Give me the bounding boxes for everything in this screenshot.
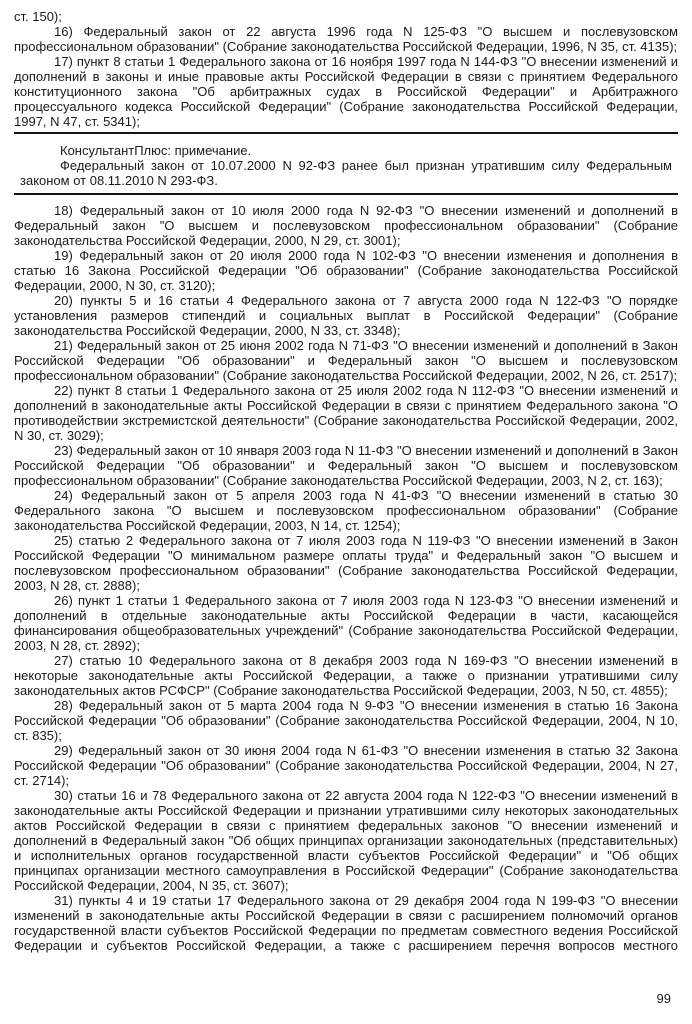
amendment-item: 21) Федеральный закон от 25 июня 2002 года N 71-ФЗ "О внесении изменений и дополнений в Закон Российской Федерации "Об образовании" и Федеральный закон "О высшем и послевузовском профессиональном образовании" (Собрание законодательства Российской Федерации, 2002, N 26, ст. 2517); <box>14 338 678 383</box>
amendment-list-before-note <box>14 24 678 129</box>
amendment-item: 18) Федеральный закон от 10 июля 2000 года N 92-ФЗ "О внесении изменений и дополнений в Федеральный закон "О высшем и послевузовском профессиональном образовании" (Собрание законодательства Российской Федерации, 2000, N 29, ст. 3001); <box>14 203 678 248</box>
truncated-amendment-item: 31) пункты 4 и 19 статьи 17 Федерального закона от 29 декабря 2004 года N 199-ФЗ "О внесении изменений в законодательные акты Российской Федерации в связи с расширением полномочий органов государственной власти субъектов Российской Федерации по предметам совместного ведения Российской Федерации и субъектов Российской Федерации, а также с расширением перечня вопросов местного <box>14 893 678 953</box>
amendment-item: 27) статью 10 Федерального закона от 8 декабря 2003 года N 169-ФЗ "О внесении изменений в некоторые законодательные акты Российской Федерации, а также о признании утратившими силу законодательных актов РСФСР" (Собрание законодательства Российской Федерации, 2003, N 50, ст. 4855); <box>14 653 678 698</box>
amendment-item: 30) статьи 16 и 78 Федерального закона от 22 августа 2004 года N 122-ФЗ "О внесении изменений в законодательные акты Российской Федерации и признании утратившими силу некоторых законодательных актов Российской Федерации в связи с принятием федеральных законов "О внесении изменений и дополнений в Федеральный закон "Об общих принципах организации законодательных (представительных) и исполнительных органов государственной власти субъектов Российской Федерации" и "Об общих принципах организации местного самоуправления в Российской Федерации" (Собрание законодательства Российской Федерации, 2004, N 35, ст. 3607); <box>14 788 678 893</box>
consultant-plus-note <box>14 143 678 188</box>
amendment-item: 19) Федеральный закон от 20 июля 2000 года N 102-ФЗ "О внесении изменения и дополнения в статью 16 Закона Российской Федерации "Об образовании" (Собрание законодательства Российской Федерации, 2000, N 30, ст. 3120); <box>14 248 678 293</box>
amendment-item: 22) пункт 8 статьи 1 Федерального закона от 25 июля 2002 года N 112-ФЗ "О внесении изменений и дополнений в законодательные акты Российской Федерации в связи с принятием Федерального закона "О противодействии экстремистской деятельности" (Собрание законодательства Российской Федерации, 2002, N 30, ст. 3029); <box>14 383 678 443</box>
amendment-item: 17) пункт 8 статьи 1 Федерального закона от 16 ноября 1997 года N 144-ФЗ "О внесении изменений и дополнений в законы и иные правовые акты Российской Федерации в связи с принятием Федерального конституционного закона "Об арбитражных судах в Российской Федерации" и Арбитражного процессуального кодекса Российской Федерации" (Собрание законодательства Российской Федерации, 1997, N 47, ст. 5341); <box>14 54 678 129</box>
amendment-item: 20) пункты 5 и 16 статьи 4 Федерального закона от 7 августа 2000 года N 122-ФЗ "О порядке установления размеров стипендий и социальных выплат в Российской Федерации" (Собрание законодательства Российской Федерации, 2000, N 33, ст. 3348); <box>14 293 678 338</box>
amendment-item: 26) пункт 1 статьи 1 Федерального закона от 7 июля 2003 года N 123-ФЗ "О внесении изменений и дополнений в отдельные законодательные акты Российской Федерации в части, касающейся финансирования общеобразовательных учреждений" (Собрание законодательства Российской Федерации, 2003, N 28, ст. 2892); <box>14 593 678 653</box>
amendment-item: 24) Федеральный закон от 5 апреля 2003 года N 41-ФЗ "О внесении изменений в статью 30 Федерального закона "О высшем и послевузовском профессиональном образовании" (Собрание законодательства Российской Федерации, 2003, N 14, ст. 1254); <box>14 488 678 533</box>
note-bottom-divider <box>14 193 678 195</box>
note-top-divider <box>14 132 678 134</box>
amendment-item: 25) статью 2 Федерального закона от 7 июля 2003 года N 119-ФЗ "О внесении изменений в Закон Российской Федерации "О минимальном размере оплаты труда" и Федеральный закон "О высшем и послевузовском профессиональном образовании" (Собрание законодательства Российской Федерации, 2003, N 28, ст. 2888); <box>14 533 678 593</box>
amendment-item: 28) Федеральный закон от 5 марта 2004 года N 9-ФЗ "О внесении изменения в статью 16 Закона Российской Федерации "Об образовании" (Собрание законодательства Российской Федерации, 2004, N 10, ст. 835); <box>14 698 678 743</box>
continuation-paragraph: ст. 150); <box>14 9 62 24</box>
amendment-item: 23) Федеральный закон от 10 января 2003 года N 11-ФЗ "О внесении изменений и дополнений в Закон Российской Федерации "Об образовании" и Федеральный закон "О высшем и послевузовском профессиональном образовании" (Собрание законодательства Российской Федерации, 2003, N 2, ст. 163); <box>14 443 678 488</box>
amendment-item: 16) Федеральный закон от 22 августа 1996 года N 125-ФЗ "О высшем и послевузовском профессиональном образовании" (Собрание законодательства Российской Федерации, 1996, N 35, ст. 4135); <box>14 24 678 54</box>
amendment-item: 29) Федеральный закон от 30 июня 2004 года N 61-ФЗ "О внесении изменения в статью 32 Закона Российской Федерации "Об образовании" (Собрание законодательства Российской Федерации, 2004, N 27, ст. 2714); <box>14 743 678 788</box>
note-body: Федеральный закон от 10.07.2000 N 92-ФЗ ранее был признан утратившим силу Федеральным законом от 08.11.2010 N 293-ФЗ. <box>20 158 672 188</box>
note-title: КонсультантПлюс: примечание. <box>60 143 252 158</box>
amendment-list-after-note <box>14 203 678 893</box>
page-number: 99 <box>656 991 671 1006</box>
